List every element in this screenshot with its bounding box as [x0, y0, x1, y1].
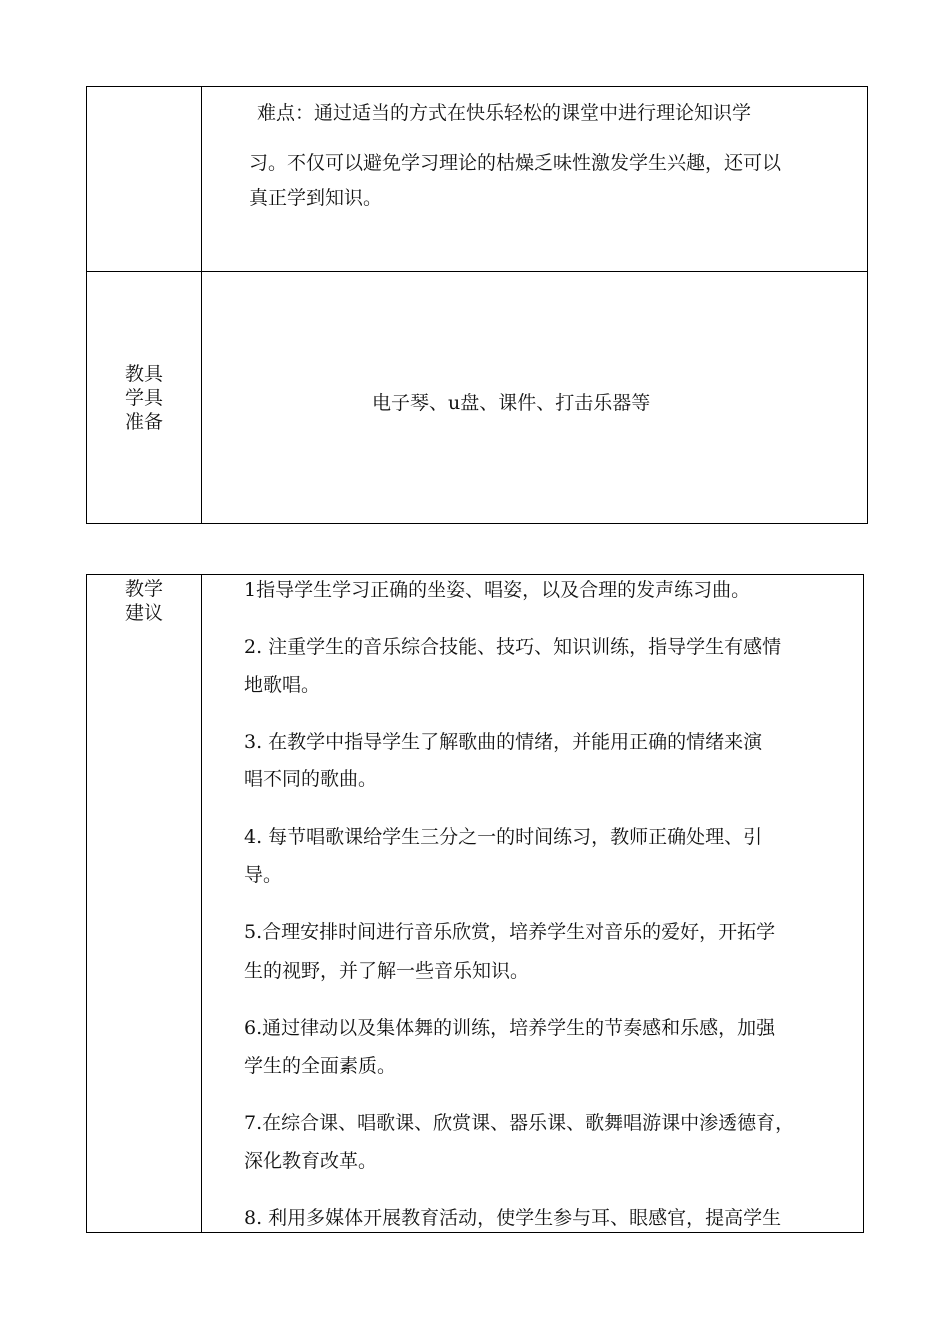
suggestion-item-1: 1指导学生学习正确的坐姿、唱姿，以及合理的发声练习曲。 [244, 579, 751, 601]
tools-label-line-3: 准备 [124, 411, 163, 433]
suggestion-item-7: 7.在综合课、唱歌课、欣赏课、器乐课、歌舞唱游课中渗透德育， [244, 1112, 795, 1134]
suggestion-item-4-cont: 导。 [244, 864, 283, 886]
suggestion-item-5: 5.合理安排时间进行音乐欣赏，培养学生对音乐的爱好，开拓学 [244, 921, 776, 943]
lesson-plan-table-bottom [86, 574, 864, 1233]
column-divider [201, 575, 202, 1232]
tools-label [87, 362, 201, 434]
suggestion-item-4: 4. 每节唱歌课给学生三分之一的时间练习，教师正确处理、引 [244, 826, 763, 848]
tools-label-line-1: 教具 [124, 363, 163, 385]
suggestion-item-6: 6.通过律动以及集体舞的训练，培养学生的节奏感和乐感，加强 [244, 1017, 776, 1039]
difficulty-line-1: 难点：通过适当的方式在快乐轻松的课堂中进行理论知识学 [257, 102, 752, 124]
row-divider [87, 271, 867, 272]
suggestion-label [87, 577, 201, 625]
lesson-plan-table-top [86, 86, 868, 524]
tools-label-line-2: 学具 [124, 387, 163, 409]
suggestion-item-2-cont: 地歌唱。 [244, 674, 321, 696]
suggestion-item-3-cont: 唱不同的歌曲。 [244, 768, 378, 790]
suggestion-item-8: 8. 利用多媒体开展教育活动，使学生参与耳、眼感官，提高学生 [244, 1207, 782, 1229]
suggestion-item-6-cont: 学生的全面素质。 [244, 1055, 397, 1077]
suggestion-item-7-cont: 深化教育改革。 [244, 1150, 378, 1172]
column-divider [201, 87, 202, 523]
suggestion-label-line-2: 建议 [124, 602, 163, 624]
difficulty-line-2: 习。不仅可以避免学习理论的枯燥乏味性激发学生兴趣，还可以 [249, 152, 782, 174]
tools-value: 电子琴、u盘、课件、打击乐器等 [372, 392, 651, 414]
suggestion-item-5-cont: 生的视野，并了解一些音乐知识。 [244, 960, 530, 982]
suggestion-label-line-1: 教学 [124, 578, 163, 600]
difficulty-line-3: 真正学到知识。 [249, 187, 383, 209]
suggestion-item-3: 3. 在教学中指导学生了解歌曲的情绪，并能用正确的情绪来演 [244, 731, 763, 753]
suggestion-item-2: 2. 注重学生的音乐综合技能、技巧、知识训练，指导学生有感情 [244, 636, 782, 658]
